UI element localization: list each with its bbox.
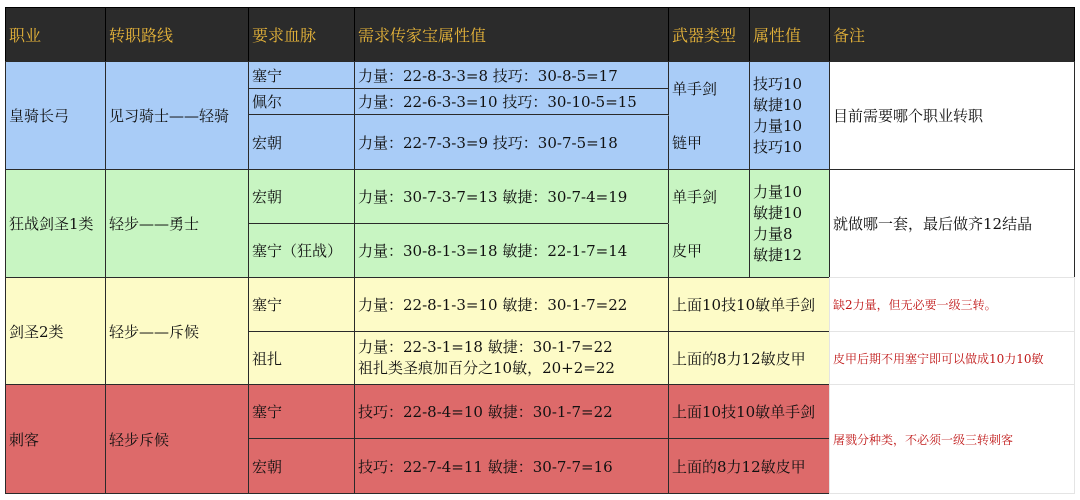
header-bloodline: 要求血脉 bbox=[248, 7, 355, 62]
stats-cell bbox=[354, 331, 669, 385]
header-remark: 备注 bbox=[829, 7, 1075, 62]
job-cell: 狂战剑圣1类 bbox=[5, 169, 106, 278]
weapon-cell: 皮甲 bbox=[668, 223, 750, 278]
route-cell: 轻步——勇士 bbox=[105, 169, 249, 278]
weapon-attr-cell: 上面10技10敏单手剑 bbox=[668, 384, 830, 439]
job-cell: 剑圣2类 bbox=[5, 277, 106, 385]
stats-cell: 力量：22-7-3-3=9 技巧：30-7-5=18 bbox=[354, 114, 669, 170]
header-weapon: 武器类型 bbox=[668, 7, 750, 62]
attr-value: 技巧10 bbox=[753, 74, 803, 93]
header-attr: 属性值 bbox=[749, 7, 830, 62]
stats-line: 力量：22-3-1=18 敏捷：30-1-7=22 bbox=[358, 338, 613, 356]
attr-value: 敏捷10 bbox=[753, 95, 803, 114]
weapon-cell: 链甲 bbox=[668, 115, 750, 170]
job-cell: 刺客 bbox=[5, 384, 106, 494]
bloodline-cell: 宏朝 bbox=[248, 169, 355, 224]
attr-value: 敏捷12 bbox=[753, 245, 803, 264]
weapon-attr-cell: 上面的8力12敏皮甲 bbox=[668, 331, 830, 385]
bloodline-cell: 塞宁 bbox=[248, 277, 355, 332]
bloodline-cell: 宏朝 bbox=[248, 438, 355, 494]
job-cell: 皇骑长弓 bbox=[5, 61, 106, 170]
weapon-cell: 单手剑 bbox=[668, 61, 750, 116]
bloodline-cell: 宏朝 bbox=[248, 114, 355, 170]
header-stats: 需求传家宝属性值 bbox=[354, 7, 669, 62]
stats-line: 祖扎类圣痕加百分之10敏，20+2=22 bbox=[358, 359, 615, 377]
attr-value: 力量10 bbox=[753, 182, 803, 201]
attr-cell bbox=[749, 169, 830, 278]
attr-value: 技巧10 bbox=[753, 137, 803, 156]
remark-cell: 就做哪一套，最后做齐12结晶 bbox=[829, 169, 1075, 278]
stats-cell: 力量：30-8-1-3=18 敏捷：22-1-7=14 bbox=[354, 223, 669, 278]
stats-cell: 技巧：22-8-4=10 敏捷：30-1-7=22 bbox=[354, 384, 669, 439]
bloodline-cell: 佩尔 bbox=[248, 88, 355, 115]
header-route: 转职路线 bbox=[105, 7, 249, 62]
route-cell: 轻步——斥候 bbox=[105, 277, 249, 385]
stats-cell: 力量：22-8-1-3=10 敏捷：30-1-7=22 bbox=[354, 277, 669, 332]
route-cell: 见习骑士——轻骑 bbox=[105, 61, 249, 170]
weapon-attr-cell: 上面10技10敏单手剑 bbox=[668, 277, 830, 332]
remark-cell: 目前需要哪个职业转职 bbox=[829, 61, 1075, 170]
bloodline-cell: 祖扎 bbox=[248, 331, 355, 385]
stats-cell: 力量：22-6-3-3=10 技巧：30-10-5=15 bbox=[354, 88, 669, 115]
stats-cell: 力量：22-8-3-3=8 技巧：30-8-5=17 bbox=[354, 61, 669, 89]
stats-cell: 力量：30-7-3-7=13 敏捷：30-7-4=19 bbox=[354, 169, 669, 224]
bloodline-cell: 塞宁 bbox=[248, 384, 355, 439]
bloodline-cell: 塞宁（狂战） bbox=[248, 223, 355, 278]
bloodline-cell: 塞宁 bbox=[248, 61, 355, 89]
remark-cell: 皮甲后期不用塞宁即可以做成10力10敏 bbox=[829, 331, 1075, 385]
remark-cell: 屠戮分种类，不必须一级三转刺客 bbox=[829, 384, 1075, 494]
stats-cell: 技巧：22-7-4=11 敏捷：30-7-7=16 bbox=[354, 438, 669, 494]
attr-cell bbox=[749, 61, 830, 170]
header-job: 职业 bbox=[5, 7, 106, 62]
weapon-cell: 单手剑 bbox=[668, 169, 750, 224]
attr-value: 力量10 bbox=[753, 116, 803, 135]
attr-value: 敏捷10 bbox=[753, 203, 803, 222]
route-cell: 轻步斥候 bbox=[105, 384, 249, 494]
attr-value: 力量8 bbox=[753, 224, 793, 243]
remark-cell: 缺2力量，但无必要一级三转。 bbox=[829, 277, 1075, 332]
weapon-attr-cell: 上面的8力12敏皮甲 bbox=[668, 438, 830, 494]
